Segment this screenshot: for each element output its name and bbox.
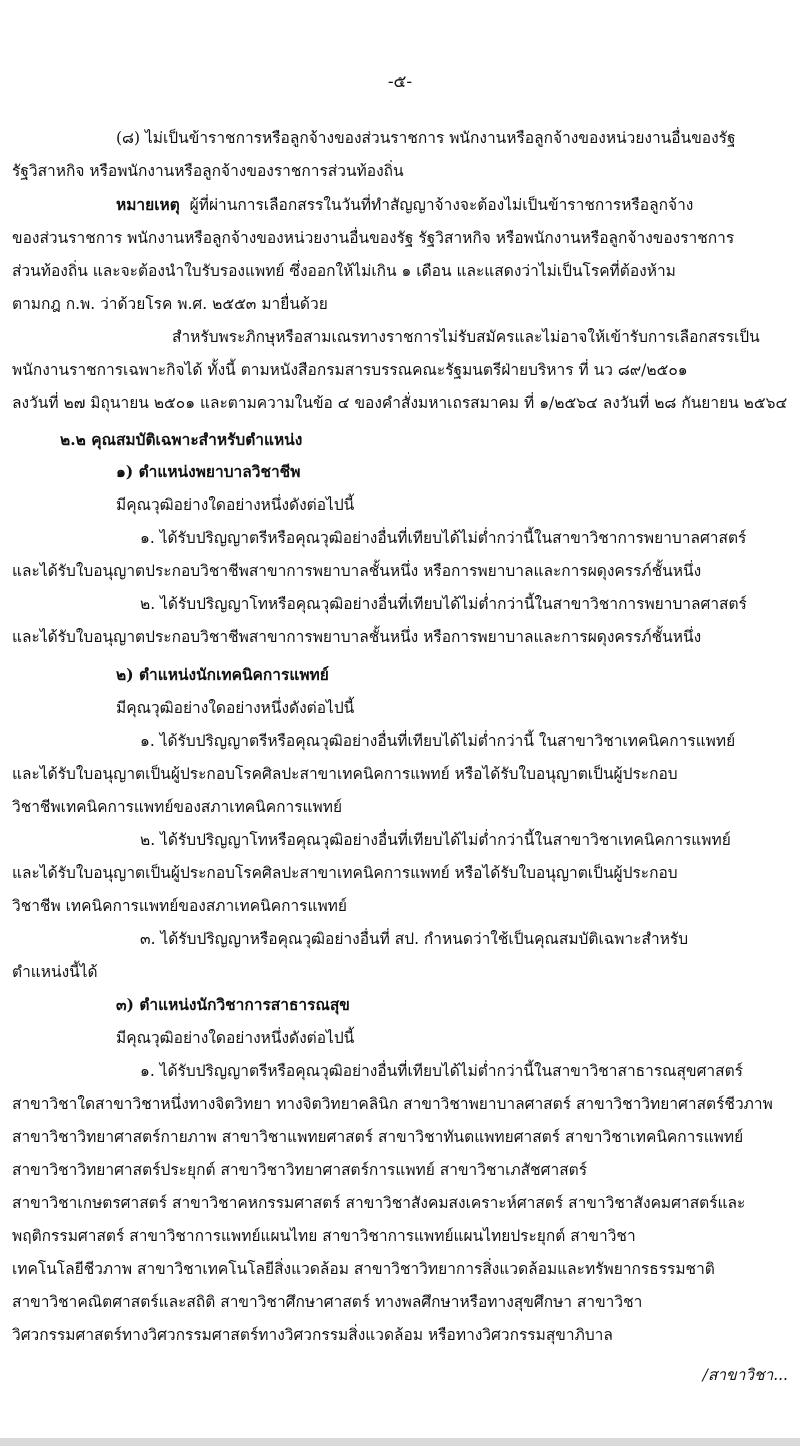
text-line: ลงวันที่ ๒๗ มิถุนายน ๒๕๐๑ และตามความในข้อ ๔ ของคำสั่งมหาเถรสมาคม ที่ ๑/๒๕๖๔ ลงวันที่ ๒๘ กันยายน ๒๕๖๔ xyxy=(12,394,788,412)
text-line: และได้รับใบอนุญาตเป็นผู้ประกอบโรคศิลปะสาขาเทคนิคการแพทย์ หรือได้รับใบอนุญาตเป็นผู้ประกอบ xyxy=(12,864,678,882)
text-line: มีคุณวุฒิอย่างใดอย่างหนึ่งดังต่อไปนี้ xyxy=(116,699,355,717)
position-heading: ๑) ตำแหน่งพยาบาลวิชาชีพ xyxy=(116,462,301,481)
note-text: ผู้ที่ผ่านการเลือกสรรในวันที่ทำสัญญาจ้างจะต้องไม่เป็นข้าราชการหรือลูกจ้าง xyxy=(189,196,694,214)
text-line: และได้รับใบอนุญาตประกอบวิชาชีพสาขาการพยาบาลชั้นหนึ่ง หรือการพยาบาลและการผดุงครรภ์ชั้นหนึ่ง xyxy=(12,562,702,580)
text-line: วิชาชีพเทคนิคการแพทย์ของสภาเทคนิคการแพทย์ xyxy=(12,798,343,816)
text-line: ๓. ได้รับปริญญาหรือคุณวุฒิอย่างอื่นที่ สป. กำหนดว่าใช้เป็นคุณสมบัติเฉพาะสำหรับ xyxy=(140,930,689,948)
text-line: วิศวกรรมศาสตร์ทางวิศวกรรมศาสตร์ทางวิศวกรรมสิ่งแวดล้อม หรือทางวิศวกรรมสุขาภิบาล xyxy=(12,1326,613,1344)
text-line: รัฐวิสาหกิจ หรือพนักงานหรือลูกจ้างของราชการส่วนท้องถิ่น xyxy=(12,162,404,180)
text-line: วิชาชีพ เทคนิคการแพทย์ของสภาเทคนิคการแพทย์ xyxy=(12,897,347,915)
text-line: มีคุณวุฒิอย่างใดอย่างหนึ่งดังต่อไปนี้ xyxy=(116,496,355,514)
text-line: ๑. ได้รับปริญญาตรีหรือคุณวุฒิอย่างอื่นที่เทียบได้ไม่ต่ำกว่านี้ในสาขาวิชาการพยาบาลศาสตร์ xyxy=(140,529,747,547)
note-line xyxy=(116,195,693,215)
text-line: พนักงานราชการเฉพาะกิจได้ ทั้งนี้ ตามหนังสือกรมสารบรรณคณะรัฐมนตรีฝ่ายบริหาร ที่ นว ๘๙/๒๕๐๑ xyxy=(12,361,688,379)
page-number: -๕- xyxy=(387,72,413,92)
continuation-marker: /สาขาวิชา... xyxy=(702,1366,788,1384)
scan-bottom-edge xyxy=(0,1438,800,1446)
position-heading: ๒) ตำแหน่งนักเทคนิคการแพทย์ xyxy=(116,665,329,684)
text-line: สาขาวิชาใดสาขาวิชาหนึ่งทางจิตวิทยา ทางจิตวิทยาคลินิก สาขาวิชาพยาบาลศาสตร์ สาขาวิชาวิทยาศาสตร์ชีวภาพ xyxy=(12,1095,773,1113)
text-line: ๑. ได้รับปริญญาตรีหรือคุณวุฒิอย่างอื่นที่เทียบได้ไม่ต่ำกว่านี้ ในสาขาวิชาเทคนิคการแพทย์ xyxy=(140,732,736,750)
text-line: ๒. ได้รับปริญญาโทหรือคุณวุฒิอย่างอื่นที่เทียบได้ไม่ต่ำกว่านี้ในสาขาวิชาเทคนิคการแพทย์ xyxy=(140,831,731,849)
text-line: สำหรับพระภิกษุหรือสามเณรทางราชการไม่รับสมัครและไม่อาจให้เข้ารับการเลือกสรรเป็น xyxy=(172,328,760,346)
text-line: สาขาวิชาวิทยาศาสตร์ประยุกต์ สาขาวิชาวิทยาศาสตร์การแพทย์ สาขาวิชาเภสัชศาสตร์ xyxy=(12,1161,588,1179)
text-line: เทคโนโลยีชีวภาพ สาขาวิชาเทคโนโลยีสิ่งแวดล้อม สาขาวิชาวิทยาการสิ่งแวดล้อมและทรัพยากรธรรมชาติ xyxy=(12,1260,715,1278)
text-line: (๘) ไม่เป็นข้าราชการหรือลูกจ้างของส่วนราชการ พนักงานหรือลูกจ้างของหน่วยงานอื่นของรัฐ xyxy=(116,129,736,147)
text-line: และได้รับใบอนุญาตประกอบวิชาชีพสาขาการพยาบาลชั้นหนึ่ง หรือการพยาบาลและการผดุงครรภ์ชั้นหนึ่ง xyxy=(12,628,702,646)
text-line: ตามกฎ ก.พ. ว่าด้วยโรค พ.ศ. ๒๕๕๓ มายื่นด้วย xyxy=(12,295,328,313)
text-line: สาขาวิชาคณิตศาสตร์และสถิติ สาขาวิชาศึกษาศาสตร์ ทางพลศึกษาหรือทางสุขศึกษา สาขาวิชา xyxy=(12,1293,643,1311)
text-line: พฤติกรรมศาสตร์ สาขาวิชาการแพทย์แผนไทย สาขาวิชาการแพทย์แผนไทยประยุกต์ สาขาวิชา xyxy=(12,1227,636,1245)
text-line: ๑. ได้รับปริญญาตรีหรือคุณวุฒิอย่างอื่นที่เทียบได้ไม่ต่ำกว่านี้ในสาขาวิชาสาธารณสุขศาสตร์ xyxy=(140,1062,743,1080)
text-line: ตำแหน่งนี้ได้ xyxy=(12,963,98,981)
text-line: สาขาวิชาวิทยาศาสตร์กายภาพ สาขาวิชาแพทยศาสตร์ สาขาวิชาทันตแพทยศาสตร์ สาขาวิชาเทคนิคการแพทย์ xyxy=(12,1128,744,1146)
text-line: ๒. ได้รับปริญญาโทหรือคุณวุฒิอย่างอื่นที่เทียบได้ไม่ต่ำกว่านี้ในสาขาวิชาการพยาบาลศาสตร์ xyxy=(140,595,747,613)
text-line: ของส่วนราชการ พนักงานหรือลูกจ้างของหน่วยงานอื่นของรัฐ รัฐวิสาหกิจ หรือพนักงานหรือลูกจ้างของราชการ xyxy=(12,229,735,247)
text-line: ส่วนท้องถิ่น และจะต้องนำใบรับรองแพทย์ ซึ่งออกให้ไม่เกิน ๑ เดือน และแสดงว่าไม่เป็นโรคที่ต้องห้าม xyxy=(12,262,676,280)
note-label: หมายเหตุ xyxy=(116,195,180,214)
text-line: มีคุณวุฒิอย่างใดอย่างหนึ่งดังต่อไปนี้ xyxy=(116,1029,355,1047)
position-heading: ๓) ตำแหน่งนักวิชาการสาธารณสุข xyxy=(116,995,350,1014)
section-heading: ๒.๒ คุณสมบัติเฉพาะสำหรับตำแหน่ง xyxy=(60,430,303,449)
text-line: สาขาวิชาเกษตรศาสตร์ สาขาวิชาคหกรรมศาสตร์ สาขาวิชาสังคมสงเคราะห์ศาสตร์ สาขาวิชาสังคมศาสตร์และ xyxy=(12,1194,746,1212)
text-line: และได้รับใบอนุญาตเป็นผู้ประกอบโรคศิลปะสาขาเทคนิคการแพทย์ หรือได้รับใบอนุญาตเป็นผู้ประกอบ xyxy=(12,765,678,783)
